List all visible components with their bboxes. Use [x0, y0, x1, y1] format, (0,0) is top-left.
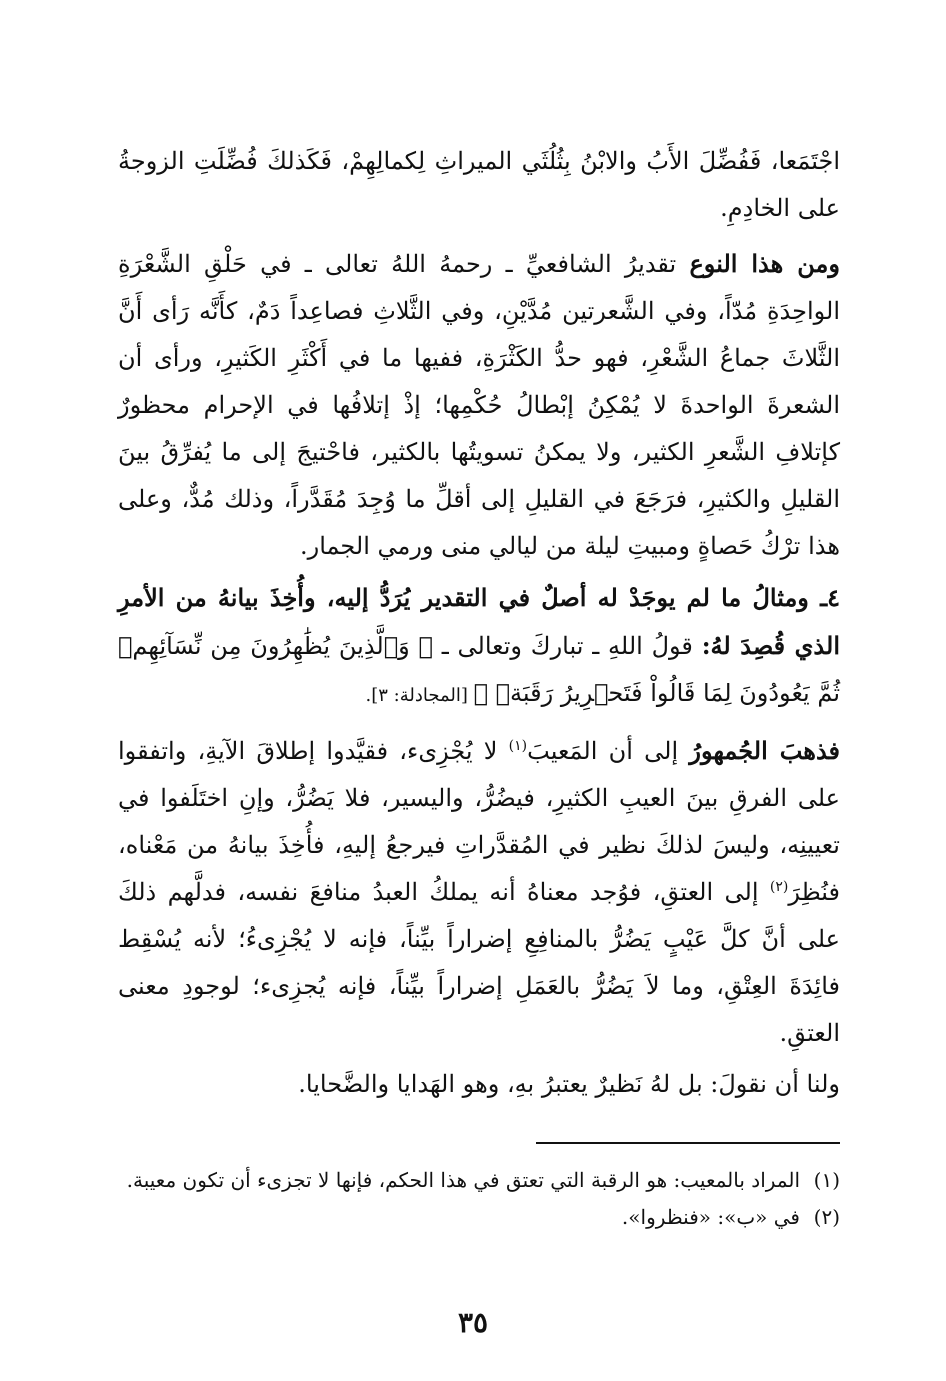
page-number: ٣٥ — [457, 1306, 489, 1339]
paragraph-2-lead: ومن هذا النوع — [689, 249, 840, 278]
paragraph-2-body: تقديرُ الشافعيِّ ـ رحمهُ اللهُ تعالى ـ في حَلْقِ الشَّعْرَةِ الواحِدَةِ مُدّاً، وفي الشَّعرتين مُدَّيْنِ، وفي الثَّلاثِ فصاعِداً دَمٌ، كأَنَّه رَأى أَنَّ الثَّلاثَ جماعُ الشَّعْرِ، فهو حدُّ الكَثْرَةِ، ففيها ما في أَكْثَرِ الكَثيرِ، ورأى أن الشعرةَ الواحدةَ لا يُمْكِنُ إبْطالُ حُكْمِها؛ إذْ إتلافُها في الإحرام محظورٌ كإتلافِ الشَّعرِ الكثير، ولا يمكنُ تسويتُها بالكثير، فاحْتيجَ إلى ما يُفرِّقُ بينَ القليلِ والكثيرِ، فرَجَعَ في القليلِ إلى أقلِّ ما وُجِدَ مُقَدَّراً، وذلك مُدٌّ، وعلى هذا ترْكُ حَصاةٍ ومبيتِ ليلة من ليالي منى ورمي الجمار. — [118, 250, 840, 560]
paragraph-3-body: قولُ اللهِ ـ تباركَ وتعالى ـ — [432, 632, 702, 660]
footnote-2 — [118, 1199, 840, 1236]
footnote-2-number: (٢) — [813, 1205, 840, 1229]
footnote-1-number: (١) — [813, 1168, 840, 1192]
paragraph-3 — [118, 574, 840, 719]
footnotes — [118, 1162, 840, 1236]
main-text — [118, 138, 840, 1108]
paragraph-4-body-b: لا يُجْزِىء، فقيَّدوا إطلاقَ الآيةِ، واتفقوا على الفرقِ بينَ العيبِ الكثيرِ، فيضُرُّ، واليسير، فلا يَضُرُّ، وإنِ اختَلَفوا في تعيينِه، وليسَ لذلكَ نظير في المُقدَّراتِ فيرجعُ إليهِ، فأُخِذَ بيانهُ من مَعْناه، فنُظِرَ — [118, 737, 840, 906]
paragraph-4-lead: فذهبَ الجُمهورُ — [689, 736, 841, 765]
footnote-ref-2[interactable]: (٢) — [769, 879, 789, 895]
footnote-1 — [118, 1162, 840, 1199]
verse-reference: [المجادلة: ٣]. — [365, 685, 474, 706]
footnote-ref-1[interactable]: (١) — [508, 738, 528, 754]
quran-verse: ﴿ وَٱلَّذِينَ يُظَٰهِرُونَ مِن نِّسَآئِهِمۡ ثُمَّ يَعُودُونَ لِمَا قَالُواْ فَتَحۡرِيرُ رَقَبَةٖ ﴾ — [118, 632, 840, 707]
paragraph-1: اجْتَمَعا، فَفُضِّلَ الأَبُ والابْنُ بِثُلُثَي الميراثِ لِكمالِهِمْ، فَكَذلكَ فُضِّلَتِ الزوجةُ على الخادِمِ. — [118, 147, 840, 222]
paragraph-5: ولنا أن نقولَ: بل لهُ نَظيرٌ يعتبرُ بهِ، وهو الهَدايا والضَّحايا. — [298, 1070, 840, 1098]
paragraph-3-lead: ٤ـ ومثالُ ما لم يوجَدْ له أصلٌ في التقدير يُرَدُّ إليه، وأُخِذَ بيانهُ من الأمرِ الذي قُصِدَ لهُ: — [118, 583, 840, 660]
footnote-divider — [536, 1142, 840, 1144]
footnote-1-text: المراد بالمعيب: هو الرقبة التي تعتق في هذا الحكم، فإنها لا تجزىء أن تكون معيبة. — [126, 1168, 800, 1192]
paragraph-2 — [118, 240, 840, 570]
paragraph-4-body-a: إلى أن المَعيبَ — [527, 737, 690, 765]
footnote-2-text: في «ب»: «فنظروا». — [621, 1205, 800, 1229]
paragraph-4 — [118, 727, 840, 1057]
paragraph-4-body-c: إلى العتقِ، فوُجد معناهُ أنه يملكُ العبدُ منافعَ نفسه، فدلَّهم ذلكَ على أنَّ كلَّ عَيْبٍ يَضُرُّ بالمنافِعِ إضراراً بيِّناً، فإنه لا يُجْزِىءُ؛ لأنه يُسْقِط فائِدَةَ العِتْقِ، وما لاَ يَضُرُّ بالعَمَلِ إضراراً بيِّناً، فإنه يُجزِىء؛ لوجودِ معنى العتقِ. — [118, 878, 840, 1047]
